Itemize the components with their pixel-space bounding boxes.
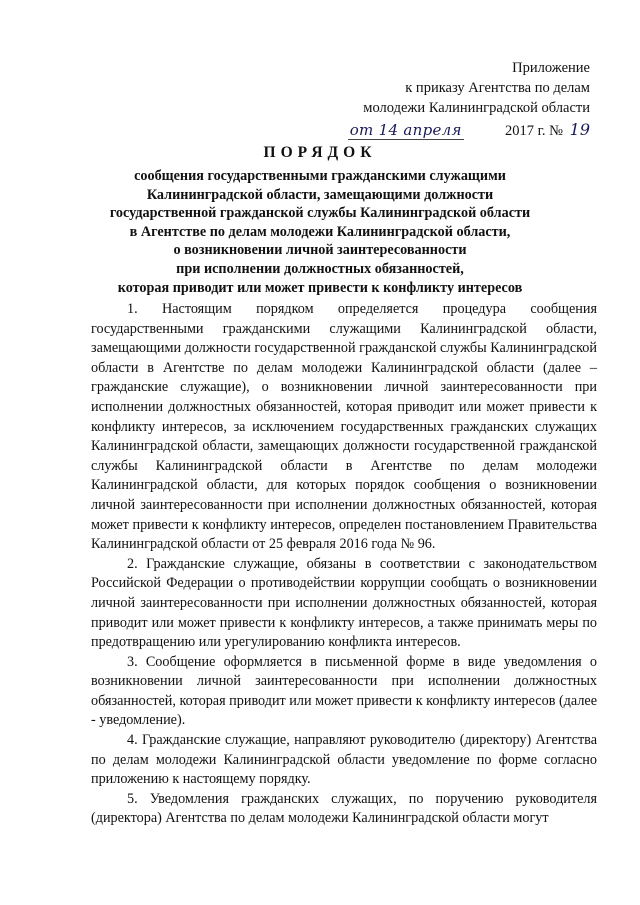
subtitle-line: в Агентстве по делам молодежи Калининградской области, xyxy=(129,223,511,240)
appendix-header xyxy=(348,58,590,141)
paragraph-4: 4. Гражданские служащие, направляют руководителю (директору) Агентства по делам молодежи Калининградской области уведомление по форме согласно приложению к настоящему порядку. xyxy=(91,732,597,788)
handwritten-date: от 14 апреля xyxy=(349,121,462,139)
subtitle-line: государственной гражданской службы Калининградской области xyxy=(109,205,531,222)
appendix-date-line xyxy=(348,120,590,141)
subtitle-line: о возникновении личной заинтересованности xyxy=(173,242,467,259)
handwritten-order-number: 19 xyxy=(569,120,590,139)
document-subtitle xyxy=(70,167,570,297)
paragraph-3: 3. Сообщение оформляется в письменной форме в виде уведомления о возникновении личной заинтересованности при исполнении должностных обязанностей, которая приводит или может привести к конфликту интересов (далее - уведомление). xyxy=(91,653,597,729)
order-year: 2017 г. № xyxy=(504,123,564,139)
document-title: ПОРЯДОК xyxy=(263,144,377,161)
paragraph-5: 5. Уведомления гражданских служащих, по поручению руководителя (директора) Агентства по делам молодежи Калининградской области могут xyxy=(91,790,597,827)
appendix-label: Приложение xyxy=(512,60,590,76)
subtitle-line: сообщения государственными гражданскими служащими xyxy=(134,168,506,184)
document-body xyxy=(91,300,597,829)
paragraph-2: 2. Гражданские служащие, обязаны в соответствии с законодательством Российской Федерации о противодействии коррупции сообщать о возникновении личной заинтересованности при исполнении должностных обязанностей, которая приводит или может привести к конфликту интересов, а также принимать меры по предотвращению или урегулированию конфликта интересов. xyxy=(91,555,597,651)
paragraph-1: 1. Настоящим порядком определяется процедура сообщения государственными гражданскими служащими Калининградской области, замещающими должности государственной гражданской службы Калининградской области в Агентстве по делам молодежи Калининградской области (далее – гражданские служащие), о возникновении личной заинтересованности при исполнении должностных обязанностей, которая приводит или может привести к конфликту интересов, за исключением государственных гражданских служащих Калининградской области, замещающих должности государственной гражданской службы Калининградской области в Агентстве по делам молодежи Калининградской области, для которых порядок сообщения о возникновении личной заинтересованности при исполнении должностных обязанностей, которая может привести к конфликту интересов, определен постановлением Правительства Калининградской области от 25 февраля 2016 года № 96. xyxy=(91,301,597,553)
subtitle-line: при исполнении должностных обязанностей, xyxy=(176,260,464,277)
subtitle-line: Калининградской области, замещающими должности xyxy=(146,186,494,203)
appendix-agency: молодежи Калининградской области xyxy=(363,100,590,116)
subtitle-line: которая приводит или может привести к конфликту интересов xyxy=(117,279,523,296)
appendix-order-ref: к приказу Агентства по делам xyxy=(405,80,590,96)
